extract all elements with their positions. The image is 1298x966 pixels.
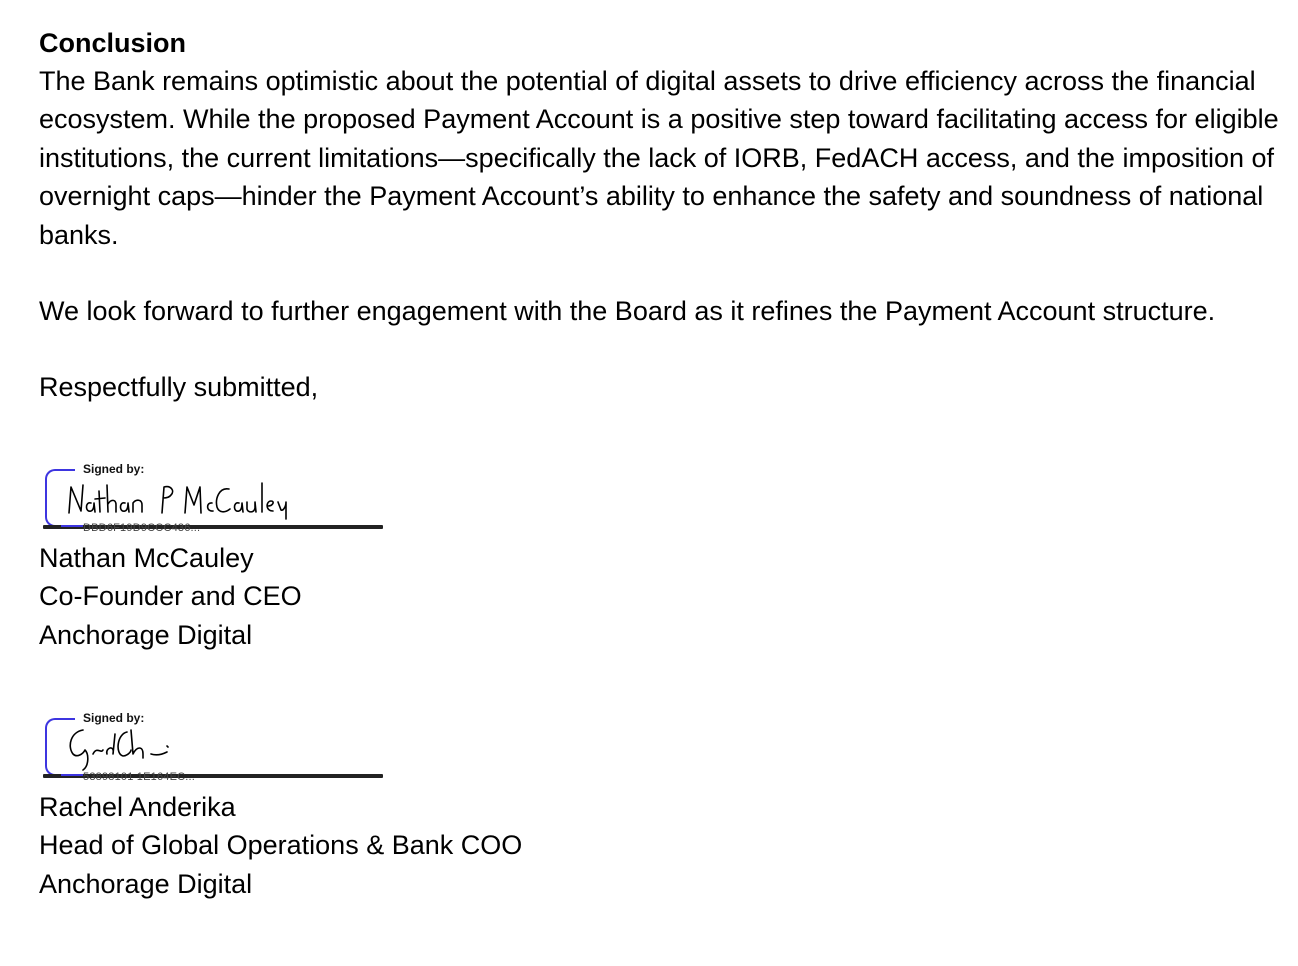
- spacer: [39, 654, 1279, 710]
- signer-title: Head of Global Operations & Bank COO: [39, 830, 523, 861]
- signer-name: Nathan McCauley: [39, 542, 254, 573]
- signer-organization: Anchorage Digital: [39, 619, 253, 650]
- signer-name: Rachel Anderika: [39, 792, 236, 823]
- signer-title: Co-Founder and CEO: [39, 581, 302, 612]
- spacer: [39, 407, 1279, 461]
- handwritten-signature-rachel: [63, 724, 263, 772]
- signed-by-label: Signed by:: [83, 461, 145, 476]
- spacer: [39, 254, 1279, 292]
- engagement-paragraph: We look forward to further engagement with the Board as it refines the Payment Account structure.: [39, 296, 1216, 327]
- closing-line: Respectfully submitted,: [39, 372, 319, 403]
- handwritten-signature-nathan: [63, 475, 323, 523]
- signed-by-label: Signed by:: [83, 711, 145, 726]
- signature-bracket-bottom: [61, 525, 83, 527]
- document-page: [39, 24, 1279, 903]
- signature-bracket-bottom: [61, 774, 83, 776]
- conclusion-heading: Conclusion: [39, 28, 186, 58]
- envelope-id: 53898101 1E164EC...: [83, 771, 196, 784]
- spacer: [39, 330, 1279, 368]
- signature-block-1: [39, 461, 399, 539]
- signer-organization: Anchorage Digital: [39, 868, 253, 899]
- conclusion-paragraph: The Bank remains optimistic about the potential of digital assets to drive efficiency across the financial ecosystem. While the proposed Payment Account is a positive step toward facilitating access for eligible institutions, the current limitations—specifically the lack of IORB, FedACH access, and the imposition of overnight caps—hinder the Payment Account’s ability to enhance the safety and soundness of national banks.: [39, 66, 1279, 250]
- signature-block-2: [39, 710, 399, 788]
- envelope-id: DBD6F19D9CCC436...: [83, 521, 201, 534]
